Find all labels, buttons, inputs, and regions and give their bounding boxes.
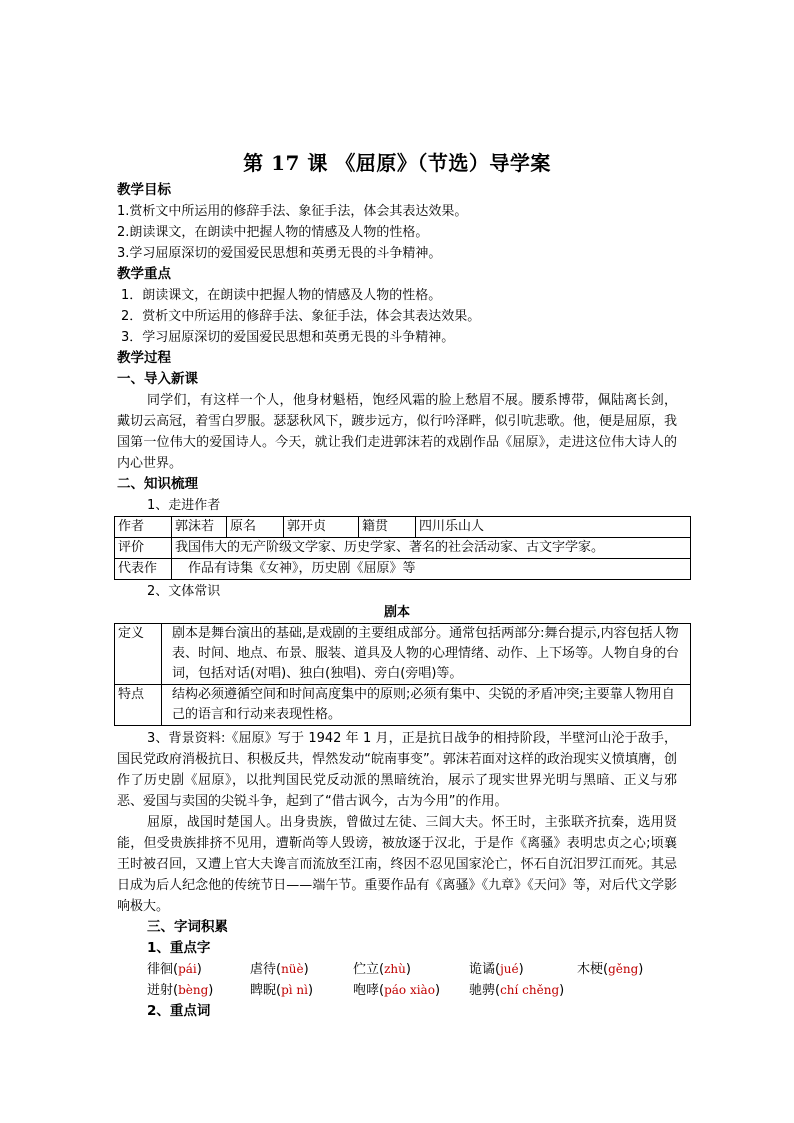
intro-paragraph: 同学们，有这样一个人，他身材魁梧，饱经风霜的脸上愁眉不展。腰系博带，佩陆离长剑，戴切云高冠，着雪白罗服。瑟瑟秋风下，踱步远方，似行吟泽畔，似引吭悲歌。他，便是屈原，我国第一位伟大的爱国诗人。今天，就让我们走进郭沫若的戏剧作品《屈原》，走进这位伟大诗人的内心世界。 bbox=[117, 393, 677, 471]
knowledge-heading: 二、知识梳理 bbox=[117, 476, 198, 492]
key-chars-heading: 1、重点字 bbox=[147, 940, 211, 956]
label-evaluation: 评价 bbox=[115, 538, 172, 559]
vocab-item: 徘徊(pái) bbox=[147, 962, 202, 977]
vocab-item: 驰骋(chí chěng) bbox=[469, 983, 565, 998]
goal-item: 1.赏析文中所运用的修辞手法、象征手法，体会其表达效果。 bbox=[117, 204, 468, 219]
vocab-row bbox=[117, 959, 677, 980]
quyuan-paragraph: 屈原，战国时楚国人。出身贵族，曾做过左徒、三闾大夫。怀王时，主张联齐抗秦，选用贤能，但受贵族排挤不见用，遭靳尚等人毁谤，被放逐于汉北，于是作《离骚》表明忠贞之心;顷襄王时被召回，又遭上官大夫谗言而流放至江南，终因不忍见国家沦亡，怀石自沉汨罗江而死。其忌日成为后人纪念他的传统节日——端午节。重要作品有《离骚》《九章》《天问》等，对后代文学影响极大。 bbox=[117, 815, 677, 914]
key-point-item: 3．学习屈原深切的爱国爱民思想和英勇无畏的斗争精神。 bbox=[121, 330, 455, 345]
vocab-item: 虐待(nüè) bbox=[250, 962, 309, 977]
author-value: 郭沫若 bbox=[172, 517, 227, 538]
vocab-item: 迸射(bèng) bbox=[147, 983, 214, 998]
document-body bbox=[117, 180, 680, 1022]
goal-item: 3.学习屈原深切的爱国爱民思想和英勇无畏的斗争精神。 bbox=[117, 246, 442, 261]
evaluation-value: 我国伟大的无产阶级文学家、历史学家、著名的社会活动家、古文字学家。 bbox=[172, 538, 691, 559]
label-original-name: 原名 bbox=[227, 517, 284, 538]
vocab-item: 睥睨(pì nì) bbox=[250, 983, 314, 998]
style-heading: 2、文体常识 bbox=[147, 584, 221, 599]
vocab-item: 木梗(gěng) bbox=[577, 962, 644, 977]
key-point-item: 2．赏析文中所运用的修辞手法、象征手法，体会其表达效果。 bbox=[121, 309, 481, 324]
drama-title: 剧本 bbox=[383, 605, 410, 620]
native-place-value: 四川乐山人 bbox=[416, 517, 691, 538]
label-definition: 定义 bbox=[115, 624, 162, 685]
goals-heading: 教学目标 bbox=[117, 182, 171, 198]
label-author: 作者 bbox=[115, 517, 172, 538]
vocab-heading: 三、字词积累 bbox=[147, 919, 228, 935]
page-title: 第 17 课 《屈原》（节选）导学案 bbox=[243, 151, 551, 175]
original-name-value: 郭开贞 bbox=[284, 517, 359, 538]
key-points-heading: 教学重点 bbox=[117, 266, 171, 282]
author-table bbox=[114, 516, 691, 580]
label-features: 特点 bbox=[115, 685, 162, 726]
drama-table bbox=[114, 623, 691, 726]
key-point-item: 1．朗读课文，在朗读中把握人物的情感及人物的性格。 bbox=[121, 288, 442, 303]
vocab-row bbox=[117, 980, 677, 1001]
vocab-item: 诡谲(jué) bbox=[469, 962, 524, 977]
goal-item: 2.朗读课文，在朗读中把握人物的情感及人物的性格。 bbox=[117, 225, 429, 240]
definition-value: 剧本是舞台演出的基础,是戏剧的主要组成部分。通常包括两部分:舞台提示,内容包括人物表、时间、地点、布景、服装、道具及人物的心理情绪、动作、上下场等。人物自身的台词，包括对话(对唱)、独白(独唱)、旁白(旁唱)等。 bbox=[162, 624, 691, 685]
label-native-place: 籍贯 bbox=[359, 517, 416, 538]
intro-heading: 一、导入新课 bbox=[117, 371, 198, 387]
background-paragraph: 3、背景资料:《屈原》写于 1942 年 1 月，正是抗日战争的相持阶段，半壁河山沦于敌手，国民党政府消极抗日、积极反共，悍然发动“皖南事变”。郭沫若面对这样的政治现实义愤填膺，创作了历史剧《屈原》，以批判国民党反动派的黑暗统治，展示了现实世界光明与黑暗、正义与邪恶、爱国与卖国的尖锐斗争，起到了“借古讽今，古为今用”的作用。 bbox=[117, 731, 677, 809]
vocab-item: 伫立(zhù) bbox=[353, 962, 411, 977]
features-value: 结构必须遵循空间和时间高度集中的原则;必须有集中、尖锐的矛盾冲突;主要靠人物用自己的语言和行动来表现性格。 bbox=[162, 685, 691, 726]
key-words-heading: 2、重点词 bbox=[147, 1003, 211, 1019]
label-representative-works: 代表作 bbox=[115, 559, 172, 580]
process-heading: 教学过程 bbox=[117, 350, 171, 366]
vocab-item: 咆哮(páo xiào) bbox=[353, 983, 441, 998]
author-heading: 1、走进作者 bbox=[147, 498, 221, 513]
works-value: 作品有诗集《女神》，历史剧《屈原》等 bbox=[172, 559, 691, 580]
